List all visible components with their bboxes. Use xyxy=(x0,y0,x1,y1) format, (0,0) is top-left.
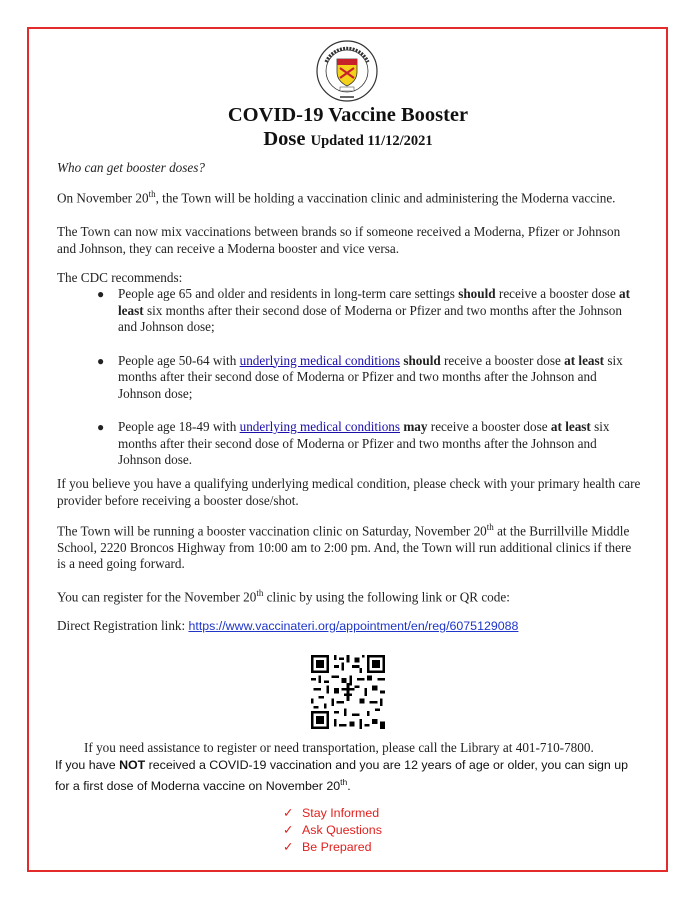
bold-text: should xyxy=(458,286,496,301)
recommendation-item xyxy=(57,286,642,336)
cdc-intro: The CDC recommends: xyxy=(57,270,183,285)
paragraph-clinic-intro xyxy=(57,186,647,207)
title-line-1: COVID-19 Vaccine Booster xyxy=(227,104,469,126)
text: received a COVID-19 vaccination and you are 12 years of age or older, you can sign up for a first dose of Moderna vaccine on November 20 xyxy=(55,758,629,794)
text: six months after their second dose of Moderna or Pfizer and two months after the Johnson and Johnson dose; xyxy=(118,352,623,401)
bullet-icon: ● xyxy=(97,420,105,434)
checkmark-icon: ✓ xyxy=(283,806,294,820)
bold-text: NOT xyxy=(119,758,146,772)
checklist-item xyxy=(283,805,382,822)
text: receive a booster dose xyxy=(440,352,565,368)
superscript: th xyxy=(486,522,494,532)
paragraph-register xyxy=(57,585,647,606)
updated-date: Updated 11/12/2021 xyxy=(310,133,433,149)
text: People age 50-64 with xyxy=(118,352,240,368)
bold-text: at least xyxy=(564,352,605,368)
text: People age 65 and older and residents in long-term care settings xyxy=(118,286,459,301)
text: You can register for the November 20 xyxy=(57,589,257,605)
checklist-label: Stay Informed xyxy=(302,806,380,820)
registration-link[interactable]: https://www.vaccinateri.org/appointment/en/reg/6075129088 xyxy=(188,619,519,633)
checkmark-icon: ✓ xyxy=(283,840,294,854)
superscript: th xyxy=(148,189,156,199)
bold-text: should xyxy=(403,352,441,368)
checklist xyxy=(283,805,382,856)
text: at the Burrillville Middle School, 2220 Broncos Highway from 10:00 am to 2:00 pm. And, the Town will run additional clinics if there is a need going forward. xyxy=(57,523,632,572)
medical-conditions-link[interactable]: underlying medical conditions xyxy=(239,352,401,368)
superscript: th xyxy=(256,588,264,598)
town-seal-logo xyxy=(316,40,378,102)
text: The Town will be running a booster vaccination clinic on Saturday, November 20 xyxy=(57,523,487,539)
direct-registration xyxy=(57,618,647,635)
text: receive a booster dose xyxy=(427,419,551,434)
question-heading: Who can get booster doses? xyxy=(57,160,205,175)
assistance-info: If you need assistance to register or need transportation, please call the Library at 401-710-7800. xyxy=(84,740,594,755)
checklist-label: Be Prepared xyxy=(302,840,372,854)
bold-text: may xyxy=(403,419,428,434)
qr-code-image[interactable] xyxy=(311,655,385,729)
text: , the Town will be holding a vaccination clinic and administering the Moderna vaccine. xyxy=(155,190,616,206)
checklist-label: Ask Questions xyxy=(302,823,382,837)
bold-text: at least xyxy=(550,419,591,434)
checklist-item xyxy=(283,839,382,856)
text: On November 20 xyxy=(57,190,149,206)
paragraph-mix-brands: The Town can now mix vaccinations between brands so if someone received a Moderna, Pfizer or Johnson and Johnson, they can receive a Moderna booster and vice versa. xyxy=(57,224,621,256)
bullet-icon: ● xyxy=(97,353,105,368)
medical-conditions-link[interactable]: underlying medical conditions xyxy=(239,419,401,434)
recommendation-item xyxy=(57,353,642,403)
paragraph-booster-clinic xyxy=(57,519,642,573)
bold-text: at least xyxy=(118,286,631,318)
superscript: th xyxy=(340,777,348,787)
text: six months after their second dose of Moderna or Pfizer and two months after the Johnson and Johnson dose. xyxy=(118,419,610,467)
cdc-recommendations-list xyxy=(57,286,642,469)
checklist-item xyxy=(283,822,382,839)
checkmark-icon: ✓ xyxy=(283,823,294,837)
text: People age 18-49 with xyxy=(118,419,240,434)
text: receive a booster dose xyxy=(495,286,620,301)
text: If you have xyxy=(55,758,120,772)
title-dose: Dose xyxy=(263,128,306,150)
text: six months after their second dose of Moderna or Pfizer and two months after the Johnson and Johnson dose; xyxy=(118,302,622,334)
paragraph-medical-condition: If you believe you have a qualifying underlying medical condition, please check with your primary health care provider before receiving a booster dose/shot. xyxy=(57,476,641,508)
text: clinic by using the following link or QR code: xyxy=(263,589,510,605)
text: . xyxy=(347,779,351,794)
recommendation-item xyxy=(57,419,642,469)
title-line-2 xyxy=(57,127,639,153)
direct-registration-label: Direct Registration link: xyxy=(57,618,189,633)
first-dose-info xyxy=(55,757,645,795)
bullet-icon: ● xyxy=(97,287,105,301)
